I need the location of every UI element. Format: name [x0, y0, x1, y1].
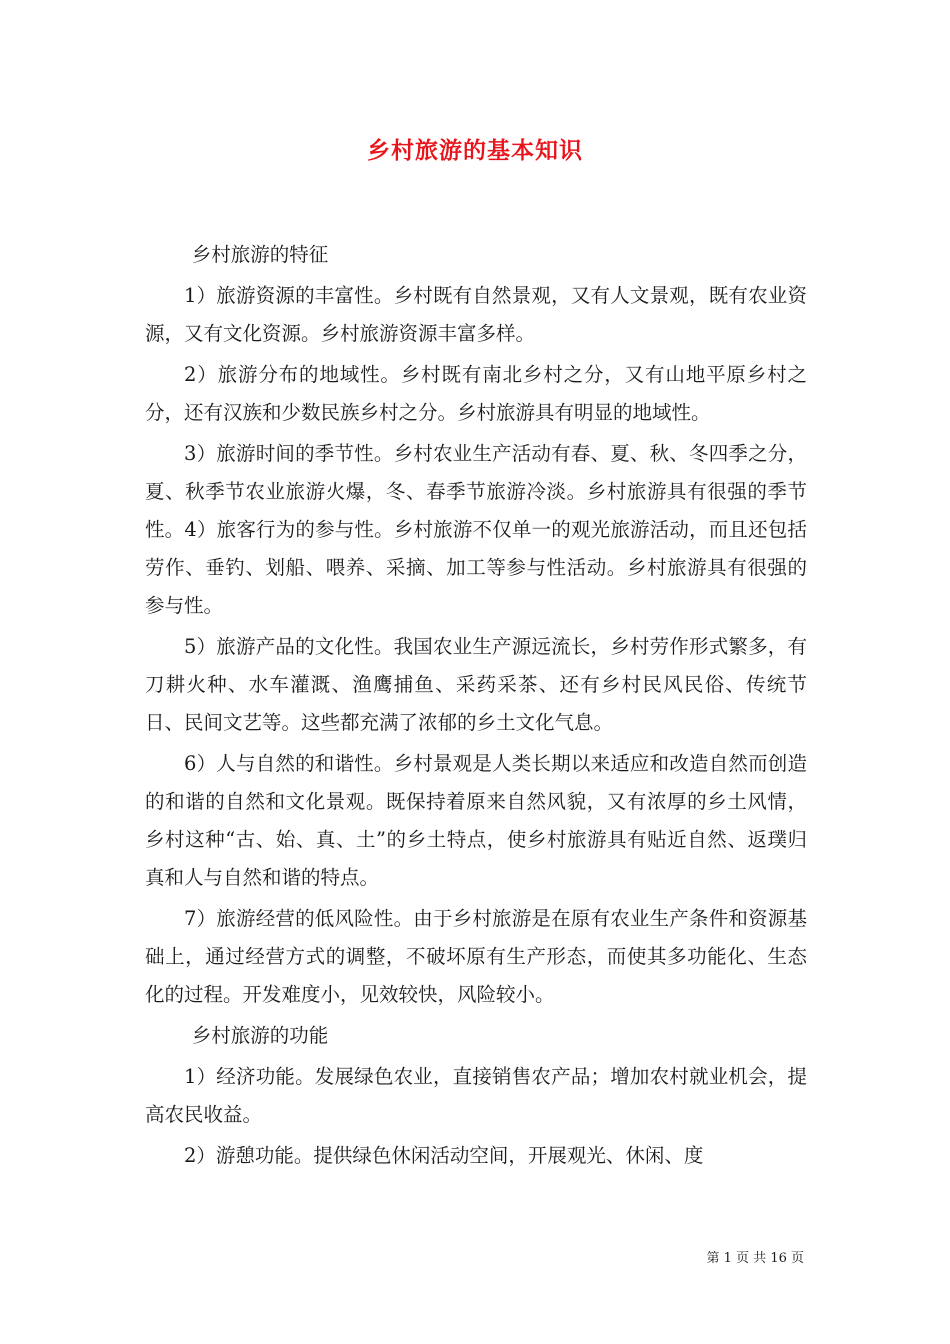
paragraph-6: 7）旅游经营的低风险性。由于乡村旅游是在原有农业生产条件和资源基础上，通过经营方式的调整，不破坏原有生产形态，而使其多功能化、生态化的过程。开发难度小，见效较快，风险较小。	[145, 907, 807, 1006]
paragraph-3: 3）旅游时间的季节性。乡村农业生产活动有春、夏、秋、冬四季之分，夏、秋季节农业旅游火爆，冬、春季节旅游冷淡。乡村旅游具有很强的季节性。4）旅客行为的参与性。乡村旅游不仅单一的观光旅游活动，而且还包括劳作、垂钓、划船、喂养、采摘、加工等参与性活动。乡村旅游具有很强的参与性。	[145, 442, 807, 617]
page-number-footer: 第 1 页 共 16 页	[706, 1251, 804, 1266]
section-heading-features: 乡村旅游的特征	[191, 243, 329, 266]
page-title: 乡村旅游的基本知识	[367, 137, 583, 164]
paragraph-8: 2）游憩功能。提供绿色休闲活动空间，开展观光、休闲、度	[184, 1144, 704, 1167]
section-heading-functions: 乡村旅游的功能	[191, 1024, 329, 1047]
document-body	[145, 236, 807, 1178]
paragraph-5: 6）人与自然的和谐性。乡村景观是人类长期以来适应和改造自然而创造的和谐的自然和文化景观。既保持着原来自然风貌，又有浓厚的乡土风情，乡村这种“古、始、真、土”的乡土特点，使乡村旅游具有贴近自然、返璞归真和人与自然和谐的特点。	[145, 752, 807, 889]
paragraph-7: 1）经济功能。发展绿色农业，直接销售农产品；增加农村就业机会，提高农民收益。	[145, 1065, 807, 1126]
paragraph-1: 1）旅游资源的丰富性。乡村既有自然景观，又有人文景观，既有农业资源，又有文化资源。乡村旅游资源丰富多样。	[145, 284, 807, 345]
paragraph-2: 2）旅游分布的地域性。乡村既有南北乡村之分，又有山地平原乡村之分，还有汉族和少数民族乡村之分。乡村旅游具有明显的地域性。	[145, 363, 807, 424]
paragraph-4: 5）旅游产品的文化性。我国农业生产源远流长，乡村劳作形式繁多，有刀耕火种、水车灌溉、渔鹰捕鱼、采药采茶、还有乡村民风民俗、传统节日、民间文艺等。这些都充满了浓郁的乡土文化气息。	[145, 635, 807, 734]
